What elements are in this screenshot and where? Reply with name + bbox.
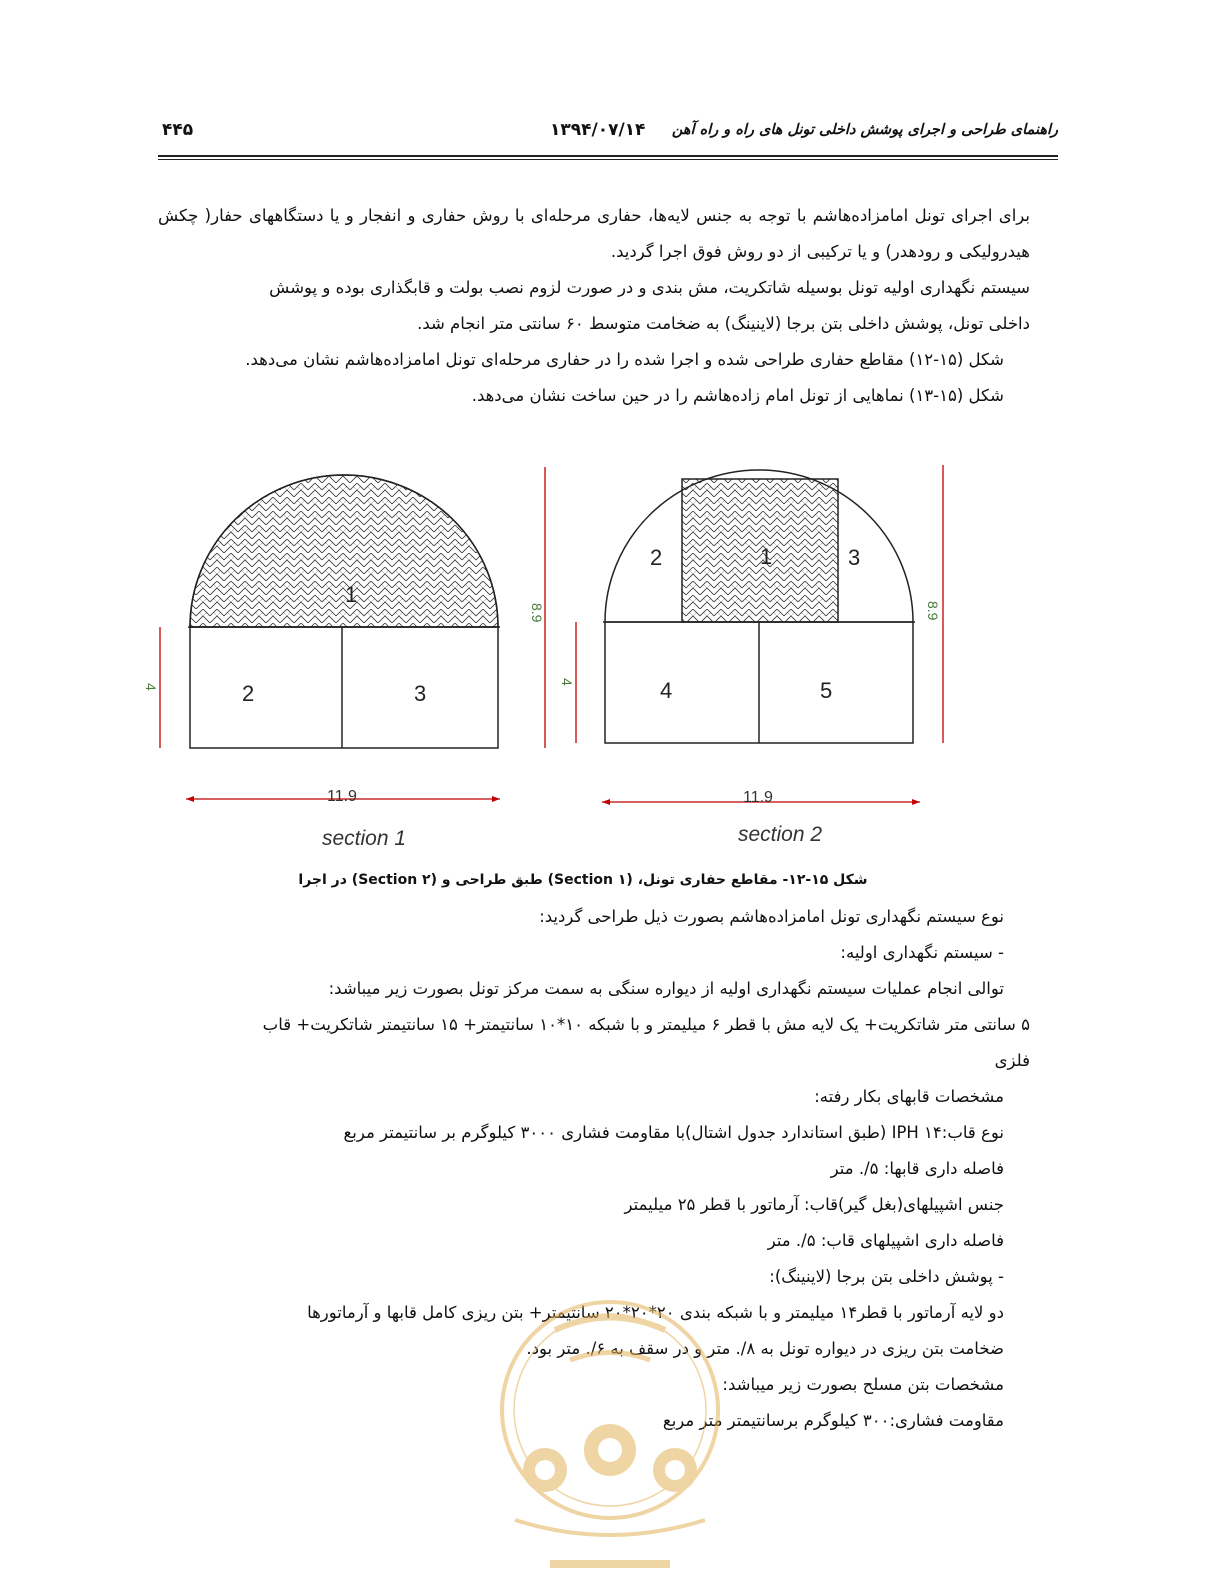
publisher-watermark-logo — [495, 1290, 725, 1590]
body-line-11: - پوشش داخلی بتن برجا (لاینینگ): — [769, 1267, 1004, 1286]
body-line-3: توالی انجام عملیات سیستم نگهداری اولیه از دیواره سنگی به سمت مرکز تونل بصورت زیر میباشد: — [328, 979, 1004, 998]
body-line-5: فلزی — [994, 1051, 1030, 1070]
section-2-diagram — [559, 465, 943, 846]
intro-paragraph-4: شکل (۱۵-۱۳) نماهایی از تونل امام زاده‌هاشم را در حین ساخت نشان می‌دهد. — [471, 386, 1004, 405]
section-1-part-2-label: 2 — [242, 681, 255, 706]
section-2-wall-height-label: 4 — [559, 678, 575, 686]
section-2-part-4-label: 4 — [660, 678, 673, 703]
body-line-1: نوع سیستم نگهداری تونل امامزاده‌هاشم بصورت ذیل طراحی گردید: — [539, 907, 1004, 926]
body-line-10: فاصله داری اشپیلهای قاب: ۵/. متر — [767, 1231, 1004, 1250]
intro-paragraph-1: برای اجرای تونل امامزاده‌هاشم با توجه به جنس لایه‌ها، حفاری مرحله‌ای با روش حفاری و انفجار و یا دستگاههای حفار( چکش هیدرولیکی و رودهدر) و یا ترکیبی از دو روش فوق اجرا گردید. — [158, 206, 1030, 261]
section-1-bench — [190, 627, 498, 748]
section-1-width-label: 11.9 — [327, 788, 357, 805]
intro-paragraph-2-line-1: سیستم نگهداری اولیه تونل بوسیله شاتکریت، مش بندی و در صورت لزوم نصب بولت و قابگذاری بوده و پوشش — [269, 278, 1030, 297]
section-1-diagram — [143, 467, 545, 850]
intro-paragraph-2-line-2: داخلی تونل، پوشش داخلی بتن برجا (لاینینگ) به ضخامت متوسط ۶۰ سانتی متر انجام شد. — [417, 314, 1030, 333]
section-2-part-2-label: 2 — [650, 545, 663, 570]
section-1-part-1-label: 1 — [345, 582, 358, 607]
section-2-part-3-label: 3 — [848, 545, 861, 570]
page-header — [158, 118, 1058, 158]
section-1-total-height-label: 8.9 — [529, 603, 545, 623]
section-1-wall-height-label: 4 — [143, 683, 159, 691]
section-1-part-3-label: 3 — [414, 681, 427, 706]
body-line-13: ضخامت بتن ریزی در دیواره تونل به ۸/. متر و در سقف به ۶/. متر بود. — [526, 1339, 1004, 1358]
tunnel-sections-figure — [140, 455, 960, 875]
header-rule-thin — [158, 159, 1058, 160]
intro-paragraph-3: شکل (۱۵-۱۲) مقاطع حفاری طراحی شده و اجرا شده را در حفاری مرحله‌ای تونل امامزاده‌هاشم نشان می‌دهد. — [245, 350, 1004, 369]
figure-caption: شکل ۱۵-۱۲- مقاطع حفاری تونل، (۱ Section) طبق طراحی و (۲ Section) در اجرا — [298, 872, 868, 888]
section-1-title: section 1 — [322, 827, 407, 850]
body-line-12: دو لایه آرماتور با قطر۱۴ میلیمتر و با شبکه بندی ۲۰*۲۰*۲۰ سانتیمتر+ بتن ریزی کامل قابها و آرماتورها — [307, 1303, 1004, 1322]
section-2-width-label: 11.9 — [743, 789, 773, 806]
body-line-6: مشخصات قابهای بکار رفته: — [814, 1087, 1004, 1106]
section-1-part-1-hatched — [190, 475, 498, 627]
body-line-14: مشخصات بتن مسلح بصورت زیر میباشد: — [722, 1375, 1004, 1394]
body-line-9: جنس اشپیلهای(بغل گیر)قاب: آرماتور با قطر ۲۵ میلیمتر — [624, 1195, 1004, 1214]
section-2-title: section 2 — [738, 823, 823, 846]
body-line-4: ۵ سانتی متر شاتکریت+ یک لایه مش با قطر ۶ میلیمتر و با شبکه ۱۰*۱۰ سانتیمتر+ ۱۵ سانتیمتر شاتکریت+ قاب — [262, 1015, 1030, 1034]
section-2-part-5-label: 5 — [820, 678, 833, 703]
running-title: راهنمای طراحی و اجرای پوشش داخلی تونل های راه و راه آهن — [671, 122, 1058, 138]
tunnel-sections-drawing — [140, 455, 960, 875]
section-2-part-1-label: 1 — [760, 544, 773, 569]
body-line-7: نوع قاب:IPH ۱۴ (طبق استاندارد جدول اشتال)با مقاومت فشاری ۳۰۰۰ کیلوگرم بر سانتیمتر مربع — [343, 1123, 1004, 1142]
body-line-15: مقاومت فشاری:۳۰۰ کیلوگرم برسانتیمتر متر مربع — [662, 1411, 1004, 1430]
page-number: ۴۴۵ — [162, 120, 194, 140]
body-line-8: فاصله داری قابها: ۵/. متر — [830, 1159, 1004, 1178]
section-2-total-height-label: 8.9 — [925, 601, 941, 621]
header-date: ۱۳۹۴/۰۷/۱۴ — [550, 120, 646, 140]
body-line-2: - سیستم نگهداری اولیه: — [840, 943, 1004, 962]
header-rule — [158, 155, 1058, 157]
